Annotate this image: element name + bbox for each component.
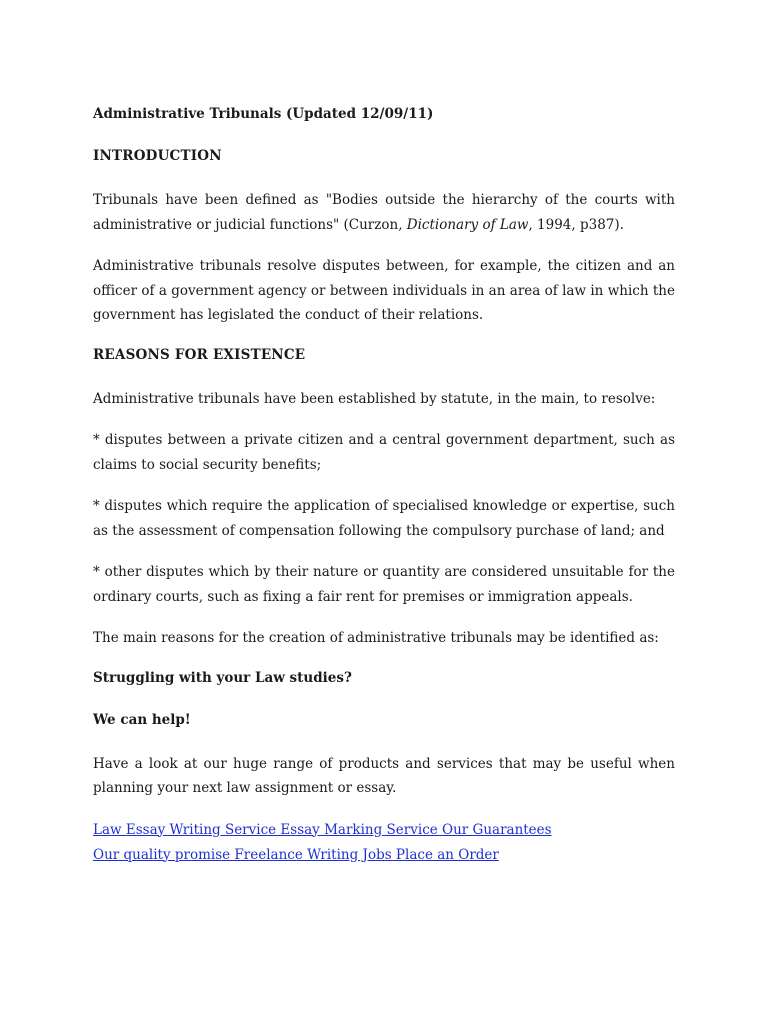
promo-offer: We can help! [93,711,191,728]
reasons-paragraph-1: Administrative tribunals have been established by statute, in the main, to resolve: [93,390,656,407]
dictionary-of-law-title: Dictionary of Law [406,216,529,233]
bullet-item-2: * disputes which require the application of specialised knowledge or expertise, such as the assessment of compensation following the compulsory purchase of land; and [93,498,675,539]
document-title: Administrative Tribunals (Updated 12/09/11) [93,106,434,122]
intro-paragraph-2: Administrative tribunals resolve disputes between, for example, the citizen and an officer of a government agency or between individuals in an area of law in which the government has legislated the conduct of their relations. [93,258,675,323]
heading-reasons: REASONS FOR EXISTENCE [93,346,306,363]
service-links-line-2[interactable]: Our quality promise Freelance Writing Jobs Place an Order [93,846,499,863]
heading-introduction: INTRODUCTION [93,148,222,164]
intro-text-b: , 1994, p387). [528,216,624,233]
bullet-item-3: * other disputes which by their nature or quantity are considered unsuitable for the ordinary courts, such as fixing a fair rent for premises or immigration appeals. [93,564,675,605]
intro-text-a: Tribunals have been defined as "Bodies outside the hierarchy of the courts with administrative or judicial functions" (Curzon, [93,192,675,233]
service-links-line-1[interactable]: Law Essay Writing Service Essay Marking Service Our Guarantees [93,821,552,838]
intro-paragraph-1 [93,188,675,237]
bullet-item-1: * disputes between a private citizen and a central government department, such as claims to social security benefits; [93,432,675,473]
service-links [93,818,675,868]
promo-question: Struggling with your Law studies? [93,669,352,686]
promo-paragraph: Have a look at our huge range of products and services that may be useful when planning your next law assignment or essay. [93,755,675,796]
reasons-paragraph-2: The main reasons for the creation of administrative tribunals may be identified as: [93,630,659,646]
document-page [93,104,675,868]
